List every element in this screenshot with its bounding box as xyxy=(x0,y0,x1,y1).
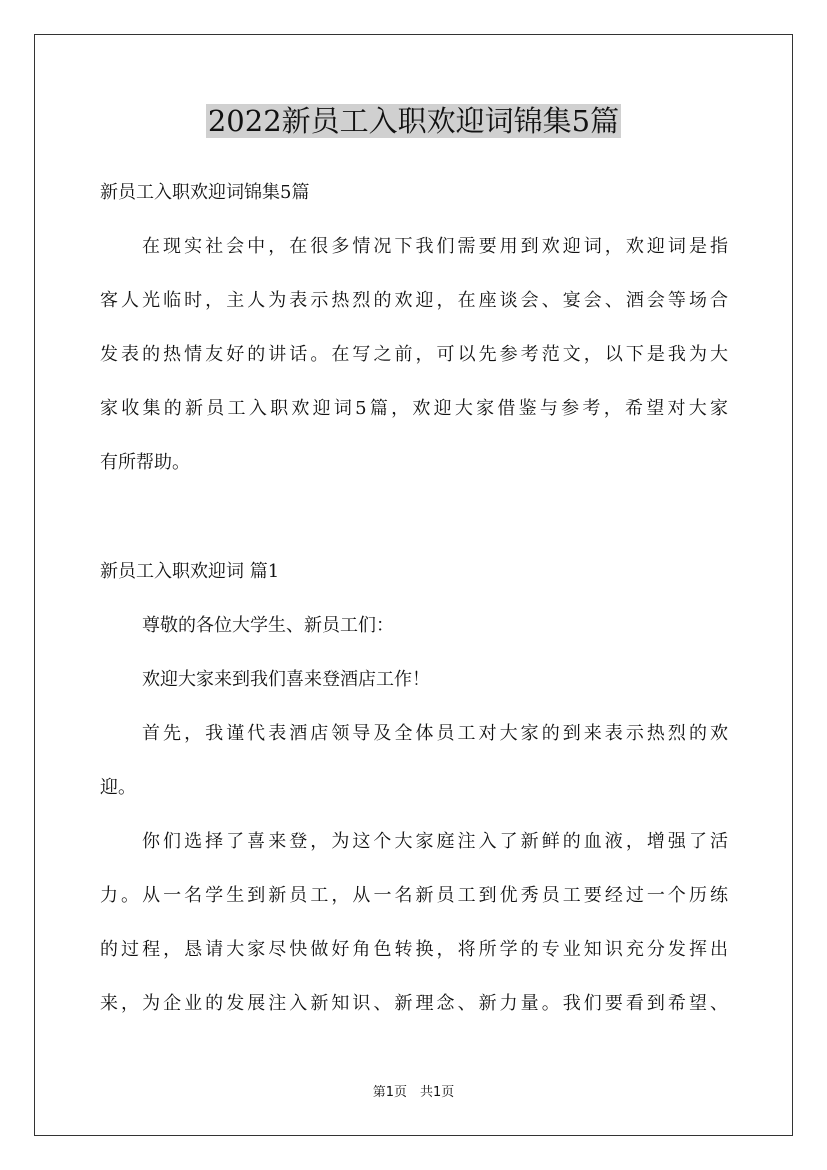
para2-line-2: 力。从一名学生到新员工，从一名新员工到优秀员工要经过一个历练 xyxy=(100,885,728,906)
page-number-footer: 第1页 共1页 xyxy=(372,1085,455,1100)
intro-line-1: 在现实社会中，在很多情况下我们需要用到欢迎词，欢迎词是指 xyxy=(142,236,728,257)
document-title-text: 2022新员工入职欢迎词锦集5篇 xyxy=(207,104,620,138)
welcome-line: 欢迎大家来到我们喜来登酒店工作！ xyxy=(142,669,430,690)
para2-line-1: 你们选择了喜来登，为这个大家庭注入了新鲜的血液，增强了活 xyxy=(142,831,728,852)
para1-line-1: 首先，我谨代表酒店领导及全体员工对大家的到来表示热烈的欢 xyxy=(142,723,728,744)
section-heading: 新员工入职欢迎词 篇1 xyxy=(100,561,280,582)
greeting-line: 尊敬的各位大学生、新员工们： xyxy=(142,615,394,636)
para2-line-4: 来，为企业的发展注入新知识、新理念、新力量。我们要看到希望、 xyxy=(100,993,728,1014)
intro-line-5: 有所帮助。 xyxy=(100,452,190,473)
para1-line-2: 迎。 xyxy=(100,777,136,798)
intro-line-3: 发表的热情友好的讲话。在写之前，可以先参考范文，以下是我为大 xyxy=(100,344,728,365)
document-title xyxy=(0,98,827,144)
intro-line-2: 客人光临时，主人为表示热烈的欢迎，在座谈会、宴会、酒会等场合 xyxy=(100,290,728,311)
intro-line-4: 家收集的新员工入职欢迎词5篇，欢迎大家借鉴与参考，希望对大家 xyxy=(100,398,728,419)
para2-line-3: 的过程，恳请大家尽快做好角色转换，将所学的专业知识充分发挥出 xyxy=(100,939,728,960)
document-subtitle: 新员工入职欢迎词锦集5篇 xyxy=(100,182,310,203)
